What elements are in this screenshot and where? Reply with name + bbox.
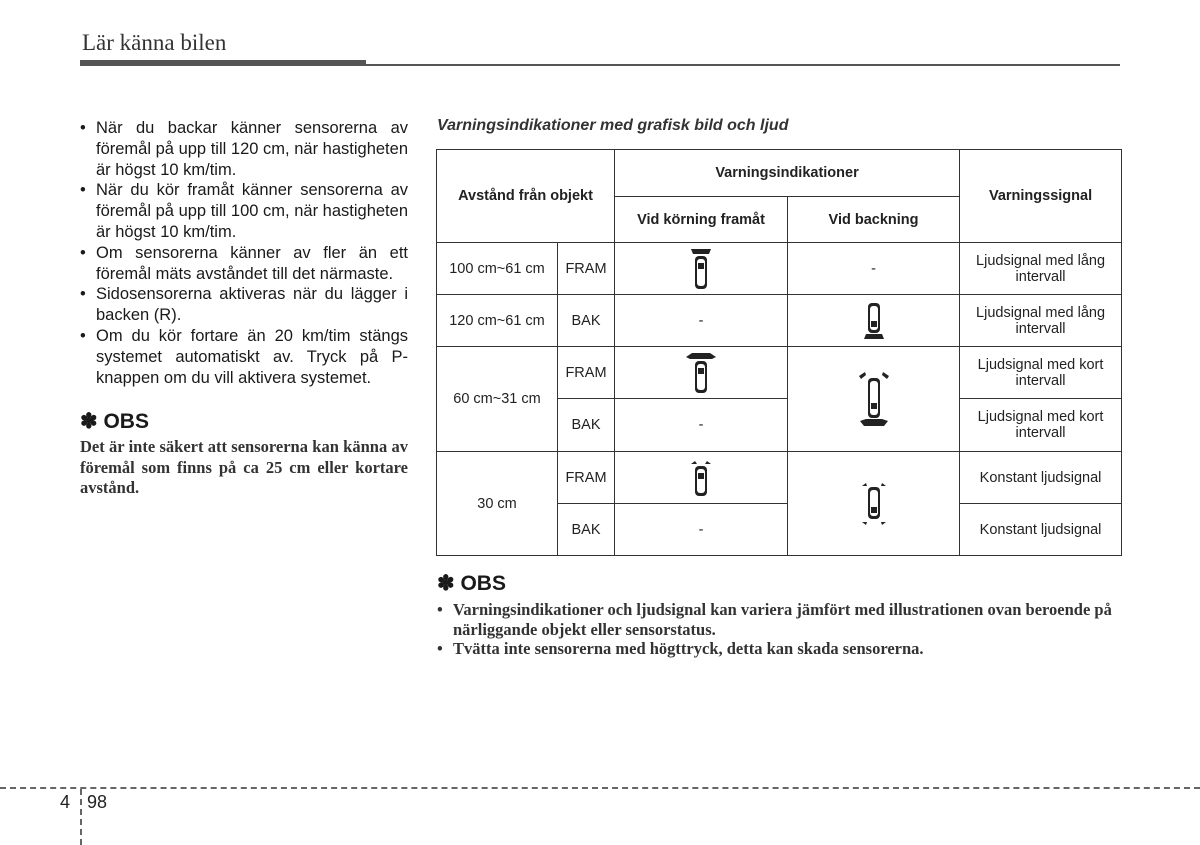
reverse-indicator-cell [788,295,960,347]
forward-indicator-cell: - [615,504,788,556]
table-row [437,452,1122,504]
obs-note-2 [437,572,1121,659]
signal-cell: Ljudsignal med kort intervall [960,399,1122,452]
sensor-bullet-list [80,118,408,388]
direction-cell: BAK [558,295,615,347]
obs-note [80,410,408,499]
header-forward: Vid körning framåt [615,197,788,243]
car-all-sensors-icon [859,479,889,529]
obs-heading [80,410,408,434]
forward-indicator-cell [615,452,788,504]
page-number: 98 [87,792,108,812]
distance-cell: 100 cm~61 cm [437,243,558,295]
signal-cell: Konstant ljudsignal [960,452,1122,504]
car-front-sensor-icon [688,247,714,291]
direction-cell: FRAM [558,452,615,504]
obs-heading-text: OBS [103,410,149,434]
list-item: • När du backar känner sensorerna av föremål på upp till 120 cm, när hastigheten är högst 10 km/tim. [80,118,408,180]
forward-indicator-cell [615,243,788,295]
list-item: • Sidosensorerna aktiveras när du lägger i backen (R). [80,284,408,326]
header-rule-thin [366,64,1120,66]
distance-cell: 60 cm~31 cm [437,347,558,452]
asterisk-icon: ✽ [437,572,455,595]
list-item: • Om sensorerna känner av fler än ett föremål mäts avståndet till det närmaste. [80,243,408,285]
list-item: • Tvätta inte sensorerna med högttryck, detta kan skada sensorerna. [437,639,1121,659]
forward-indicator-cell: - [615,399,788,452]
table-row [437,347,1122,399]
signal-cell: Konstant ljudsignal [960,504,1122,556]
forward-indicator-cell: - [615,295,788,347]
signal-cell: Ljudsignal med kort intervall [960,347,1122,399]
direction-cell: BAK [558,504,615,556]
direction-cell: FRAM [558,243,615,295]
obs-text: Det är inte säkert att sensorerna kan känna av föremål som finns på ca 25 cm eller kortare avstånd. [80,437,408,498]
warning-table [436,149,1122,556]
left-column [80,118,408,499]
list-item: • Varningsindikationer och ljudsignal kan variera jämfört med illustrationen ovan beroende på närliggande objekt eller sensorstatus. [437,600,1121,639]
reverse-indicator-cell: - [788,243,960,295]
header-reverse: Vid backning [788,197,960,243]
signal-cell: Ljudsignal med lång intervall [960,295,1122,347]
header-rule-thick [80,60,366,66]
header-distance: Avstånd från objekt [437,150,615,243]
reverse-indicator-cell [788,452,960,556]
page-header-title: Lär känna bilen [82,30,227,55]
car-all-sensors-icon [857,368,891,430]
table-caption: Varningsindikationer med grafisk bild och ljud [437,117,789,134]
obs-bullet-list [437,600,1121,659]
forward-indicator-cell [615,347,788,399]
direction-cell: FRAM [558,347,615,399]
footer-divider [0,787,1200,789]
reverse-indicator-cell [788,347,960,452]
asterisk-icon: ✽ [80,410,98,434]
direction-cell: BAK [558,399,615,452]
obs-heading [437,572,1121,596]
header-indications: Varningsindikationer [615,150,960,197]
car-front-sensor-icon [683,351,719,395]
car-front-sensor-icon [687,458,715,498]
table-row [437,295,1122,347]
table-row [437,243,1122,295]
distance-cell: 30 cm [437,452,558,556]
obs-heading-text: OBS [460,572,506,595]
list-item: • När du kör framåt känner sensorerna av föremål på upp till 100 cm, när hastigheten är högst 10 km/tim. [80,180,408,242]
chapter-number: 4 [60,792,71,812]
signal-cell: Ljudsignal med lång intervall [960,243,1122,295]
distance-cell: 120 cm~61 cm [437,295,558,347]
footer-vertical-divider [80,789,82,845]
car-rear-sensor-icon [862,301,886,341]
header-signal: Varningssignal [960,150,1122,243]
list-item: • Om du kör fortare än 20 km/tim stängs systemet automatiskt av. Tryck på P-knappen om du vill aktivera systemet. [80,326,408,388]
